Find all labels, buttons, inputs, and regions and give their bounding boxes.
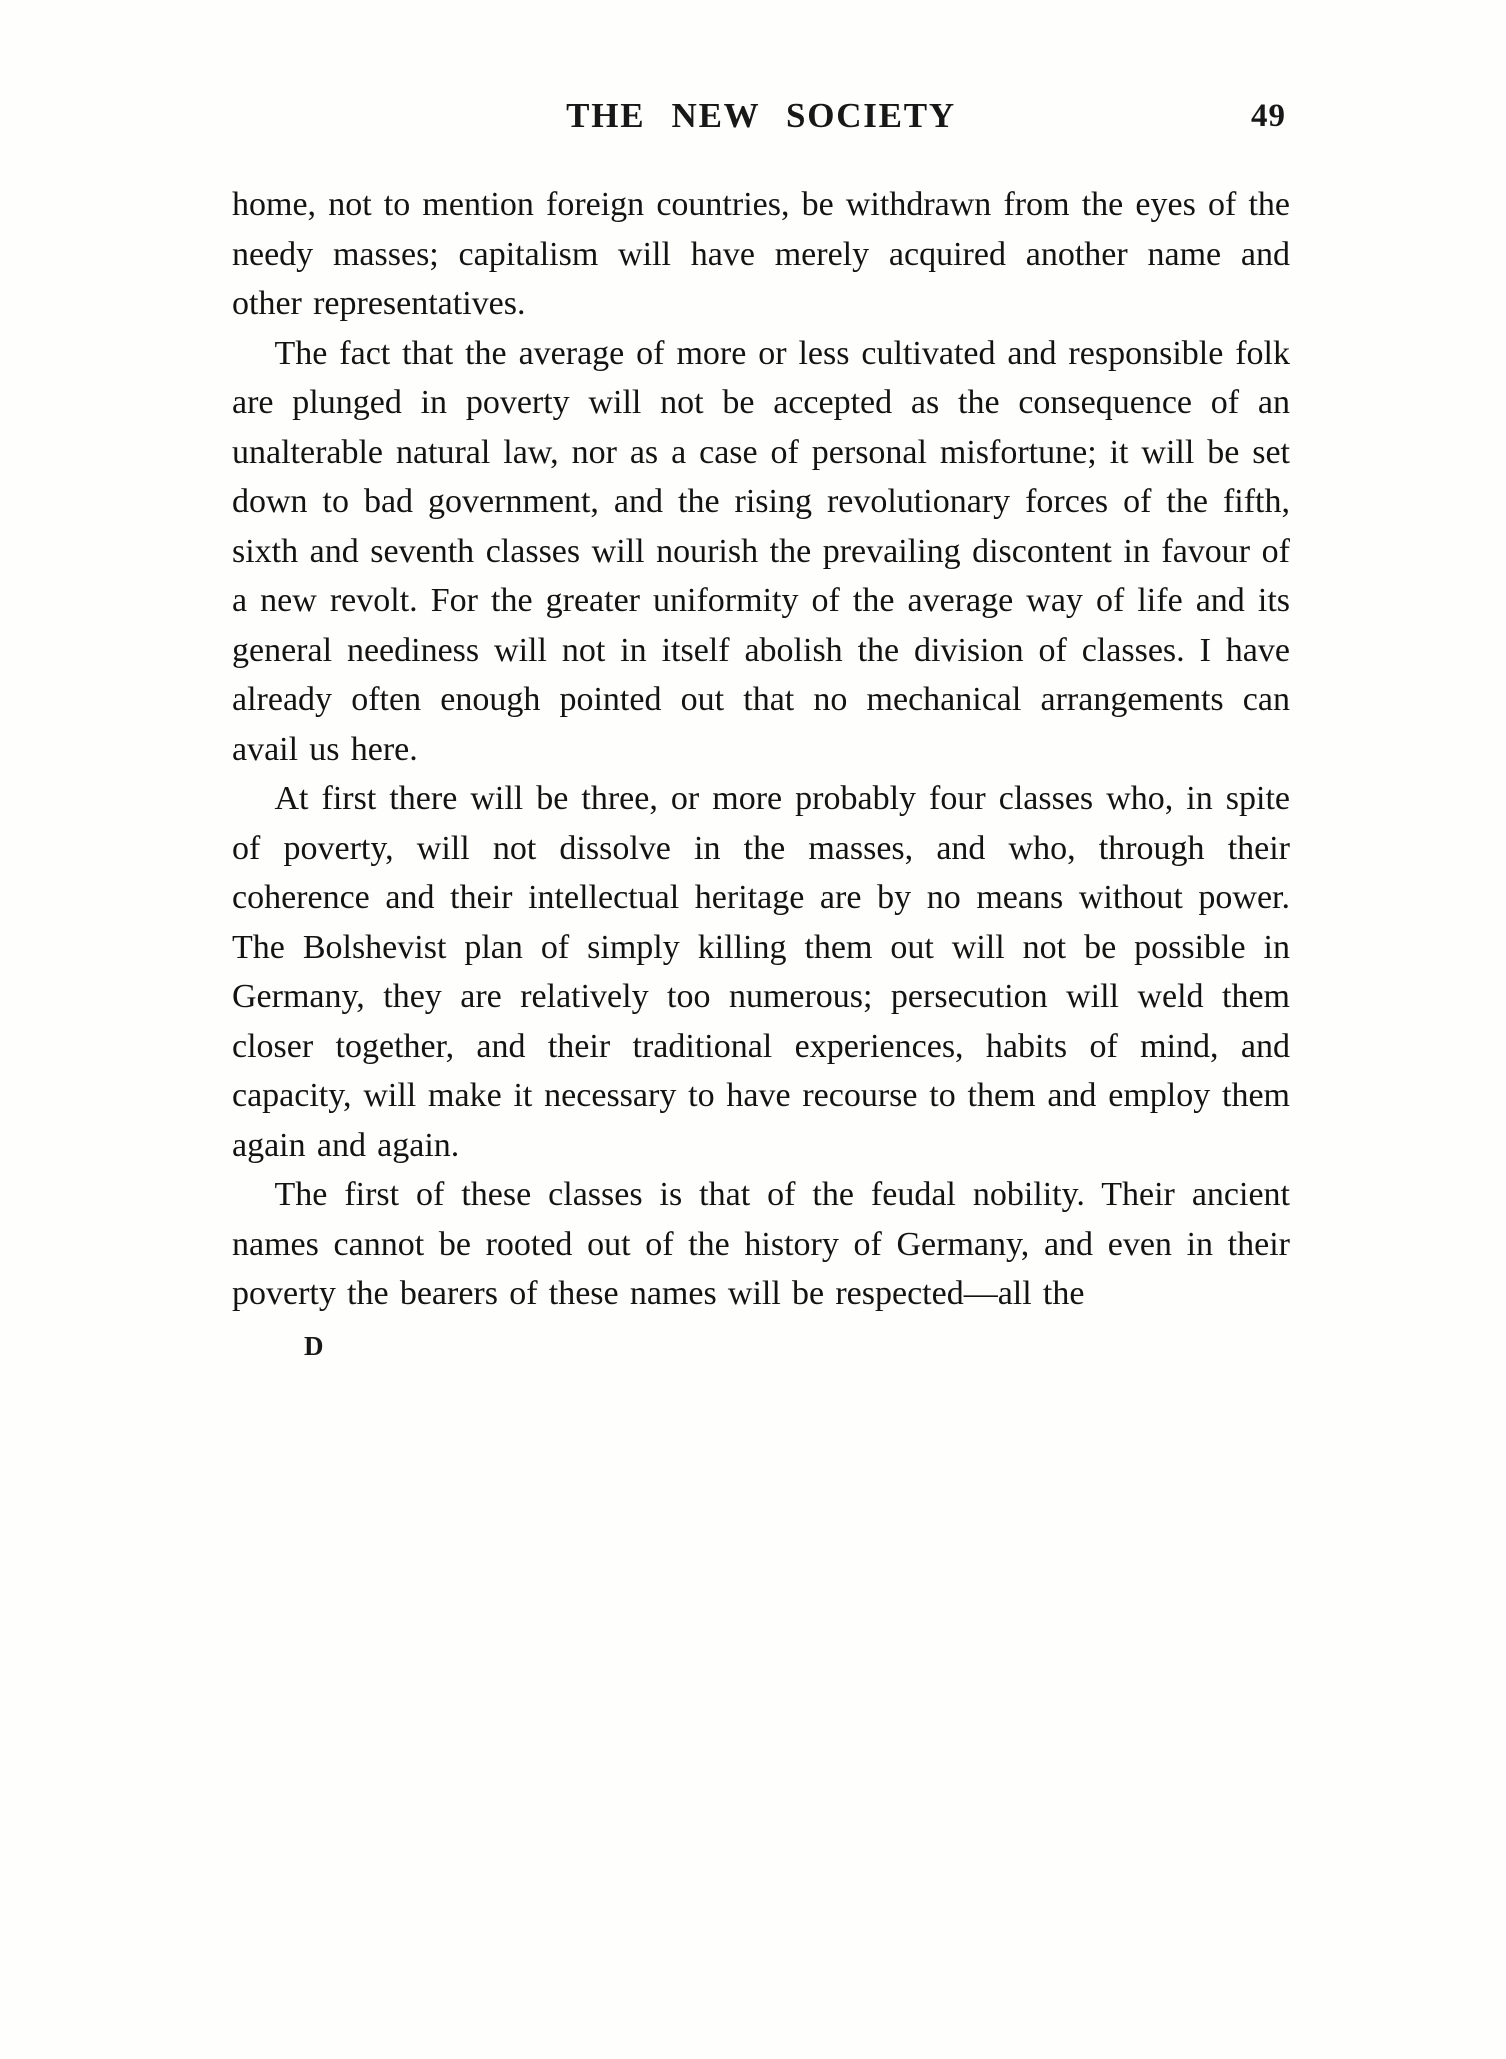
text-column xyxy=(232,96,1290,1362)
page-header xyxy=(232,96,1290,148)
paragraph: The fact that the average of more or less cultivated and responsible folk are plunged in poverty will not be accepted as the consequence of an unalterable natural law, nor as a case of personal misfortune; it will be set down to bad government, and the rising revolutionary forces of the fifth, sixth and seventh classes will nourish the prevailing discontent in favour of a new revolt. For the greater uniformity of the average way of life and its general neediness will not in itself abolish the division of classes. I have already often enough pointed out that no mechanical arrangements can avail us here. xyxy=(232,334,1290,768)
paragraph: The first of these classes is that of the feudal nobility. Their ancient names cannot be rooted out of the history of Germany, and even in their poverty the bearers of these names will be respected—all the xyxy=(232,1176,1290,1312)
page-number: 49 xyxy=(1251,98,1286,134)
paragraph: At first there will be three, or more probably four classes who, in spite of poverty, will not dissolve in the masses, and who, through their coherence and their intellectual heritage are by no means without power. The Bolshevist plan of simply killing them out will not be possible in Germany, they are relatively too numerous; persecution will weld them closer together, and their traditional experiences, habits of mind, and capacity, will make it necessary to have recourse to them and employ them again and again. xyxy=(232,780,1290,1164)
signature-mark: D xyxy=(304,1330,324,1361)
paragraph: home, not to mention foreign countries, be withdrawn from the eyes of the needy masses; capitalism will have merely acquired another name and other representatives. xyxy=(232,186,1290,322)
running-title: THE NEW SOCIETY xyxy=(566,96,956,135)
